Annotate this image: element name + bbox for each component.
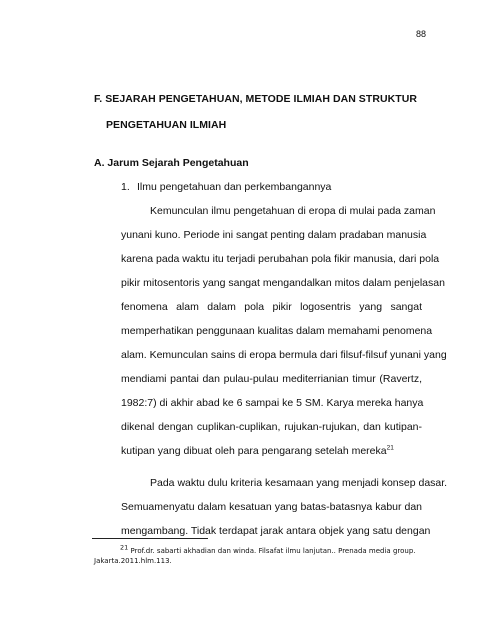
section-heading-line2: PENGETAHUAN ILMIAH — [106, 119, 227, 131]
paragraph1-last-line — [121, 445, 422, 457]
footnote-reference: 21 — [386, 444, 394, 452]
paragraph1-line: memperhatikan penggunaan kualitas dalam memahami penomena — [121, 325, 433, 337]
section-heading-line1: F. SEJARAH PENGETAHUAN, METODE ILMIAH DAN STRUKTUR — [94, 93, 417, 105]
paragraph2-line: Pada waktu dulu kriteria kesamaan yang menjadi konsep dasar. — [150, 477, 448, 489]
paragraph1-line: alam. Kemunculan sains di eropa bermula dari filsuf-filsuf yunani yang — [121, 349, 447, 361]
paragraph1-line: fenomena alam dalam pola pikir logosentris yang sangat — [121, 301, 422, 313]
footnote-text: Prof.dr. sabarti akhadian dan winda. Filsafat ilmu lanjutan.. Prenada media group. — [128, 547, 416, 555]
paragraph1-line: dikenal dengan cuplikan-cuplikan, rujukan-rujukan, dan kutipan- — [121, 421, 422, 433]
paragraph2-line: mengambang. Tidak terdapat jarak antara objek yang satu dengan — [121, 525, 431, 537]
list-item-text: Ilmu pengetahuan dan perkembangannya — [137, 181, 332, 193]
list-item — [121, 181, 331, 193]
paragraph1-line: mendiami pantai dan pulau-pulau mediterrianian timur (Ravertz, — [121, 373, 422, 385]
paragraph1-line: kutipan yang dibuat oleh para pengarang setelah mereka — [121, 445, 387, 457]
paragraph1-line: 1982:7) di akhir abad ke 6 sampai ke 5 SM. Karya mereka hanya — [121, 397, 424, 409]
list-item-number: 1. — [121, 181, 130, 193]
paragraph1-line: Kemunculan ilmu pengetahuan di eropa di mulai pada zaman — [150, 205, 436, 217]
footnote-number: 21 — [120, 543, 129, 552]
paragraph2-line: Semuamenyatu dalam kesatuan yang batas-batasnya kabur dan — [121, 501, 422, 513]
paragraph1-line: karena pada waktu itu terjadi perubahan pola fikir manusia, dari pola — [121, 253, 440, 265]
paragraph1-line: pikir mitosentoris yang sangat mengandalkan mitos dalam penjelasan — [121, 277, 445, 289]
subsection-heading: A. Jarum Sejarah Pengetahuan — [94, 157, 249, 169]
footnote-line2: Jakarta.2011.hlm.113. — [94, 557, 172, 565]
paragraph1-line: yunani kuno. Periode ini sangat penting dalam pradaban manusia — [121, 229, 427, 241]
footnote-line1 — [120, 543, 416, 555]
footnote-separator — [92, 538, 208, 539]
page-number: 88 — [415, 29, 426, 39]
